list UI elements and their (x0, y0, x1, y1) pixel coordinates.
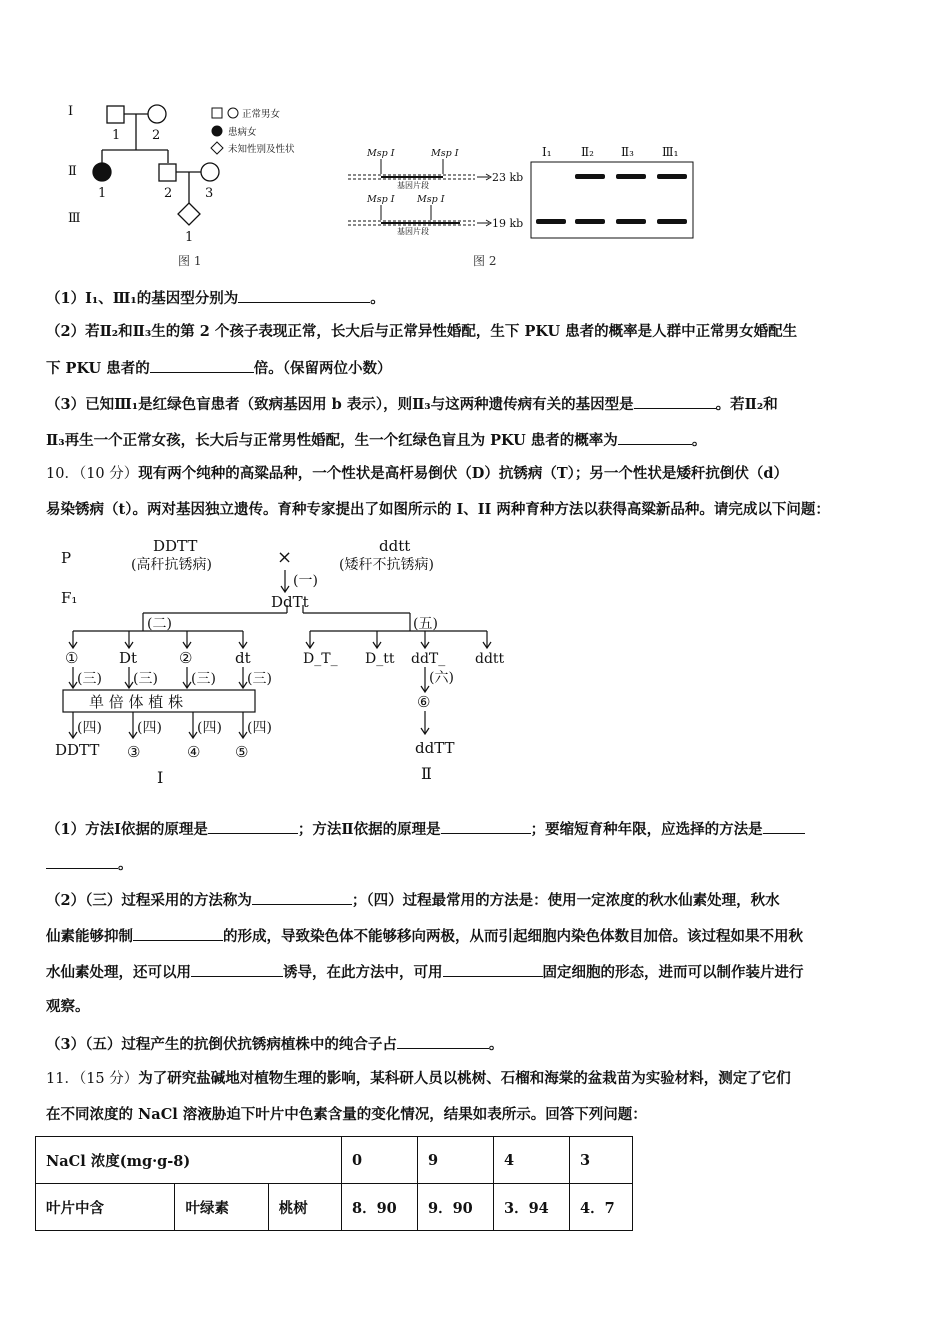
legend-filled-circle (212, 126, 222, 136)
table-header-cell: 4 (494, 1137, 570, 1184)
svg-text:Msp Ⅰ: Msp Ⅰ (431, 148, 459, 159)
svg-text:⑤: ⑤ (235, 743, 249, 761)
gel-box (531, 162, 693, 238)
svg-text:Msp Ⅰ: Msp Ⅰ (417, 194, 445, 205)
pigment-table (35, 1136, 633, 1231)
table-cell: 9．90 (418, 1184, 494, 1231)
q10-part2-line3: 水仙素处理，还可以用 诱导，在此方法中，可用 固定细胞的形态，进而可以制作装片进行 (46, 961, 910, 983)
svg-text:(四): (四) (77, 720, 102, 736)
method-I-label: I (157, 768, 164, 787)
table-header-cell: 3 (570, 1137, 633, 1184)
q10-part3: （3）（五）过程产生的抗倒伏抗锈病植株中的纯合子占 。 (46, 1033, 910, 1055)
q9-part3-line2: Ⅱ₃再生一个正常女孩，长大后与正常男性婚配，生一个红绿色盲且为 PKU 患者的概率为 。 (46, 429, 910, 451)
svg-text:DDTT: DDTT (153, 537, 198, 555)
svg-text:D_tt: D_tt (365, 651, 395, 667)
figure-2-caption: 图 2 (473, 254, 497, 268)
II1-affected-female (93, 163, 111, 181)
table-row (36, 1184, 633, 1231)
svg-text:(三): (三) (133, 671, 158, 687)
band-III1-23kb (657, 174, 687, 179)
table-cell: 8．90 (342, 1184, 418, 1231)
svg-text:(五): (五) (413, 616, 438, 632)
answer-blank[interactable] (618, 429, 692, 445)
q9-part3-line1: （3）已知Ⅲ₁是红绿色盲患者（致病基因用 b 表示），则Ⅱ₃与这两种遗传病有关的基因型是 。若Ⅱ₂和 (46, 393, 910, 415)
svg-text:⑥: ⑥ (417, 693, 431, 711)
svg-text:①: ① (65, 649, 79, 667)
label-P: P (61, 549, 72, 567)
q10-part1-line1: （1）方法Ⅰ依据的原理是 ；方法Ⅱ依据的原理是 ；要缩短育种年限，应选择的方法是 (46, 818, 910, 840)
svg-text:1: 1 (185, 230, 194, 245)
table-header-cell: 0 (342, 1137, 418, 1184)
table-cell: 桃树 (268, 1184, 341, 1231)
svg-text:(四): (四) (247, 720, 272, 736)
svg-text:(高秆抗锈病): (高秆抗锈病) (131, 557, 212, 573)
label-F1: F₁ (61, 589, 78, 607)
svg-text:③: ③ (127, 743, 141, 761)
svg-text:1: 1 (112, 128, 121, 143)
breeding-diagram (55, 535, 525, 790)
band-II3-23kb (616, 174, 646, 179)
answer-blank[interactable] (133, 925, 223, 941)
table-row (36, 1137, 633, 1184)
svg-text:②: ② (179, 649, 193, 667)
label-23kb: 23 kb (492, 171, 524, 184)
q9-part2-line2: 下 PKU 患者的 倍。（保留两位小数） (46, 357, 910, 379)
q10-part1-line2: 。 (46, 853, 910, 875)
legend-circle (228, 108, 238, 118)
svg-text:Dt: Dt (119, 649, 138, 667)
svg-text:DdTt: DdTt (271, 593, 309, 611)
I2-normal-female (148, 105, 166, 123)
svg-text:D_T_: D_T_ (303, 651, 338, 667)
q10-stem-line1: 10．（10 分）现有两个纯种的高粱品种，一个性状是高杆易倒伏（D）抗锈病（T）；另一个性状是矮秆抗倒伏（d） (46, 465, 789, 482)
svg-text:未知性别及性状: 未知性别及性状 (228, 144, 295, 155)
table-cell: 4．7 (570, 1184, 633, 1231)
pedigree-figure (60, 95, 350, 275)
figure-1-caption: 图 1 (178, 254, 202, 268)
svg-text:(二): (二) (147, 616, 172, 632)
svg-text:2: 2 (164, 186, 173, 201)
svg-text:ddtt: ddtt (475, 651, 505, 667)
svg-text:3: 3 (205, 186, 214, 201)
table-cell: 3．94 (494, 1184, 570, 1231)
answer-blank[interactable] (208, 818, 298, 834)
II3-normal-female (201, 163, 219, 181)
svg-text:(一): (一) (293, 573, 318, 589)
svg-text:正常男女: 正常男女 (242, 109, 281, 120)
band-II2-23kb (575, 174, 605, 179)
band-II2-19kb (575, 219, 605, 224)
q11-stem-line2: 在不同浓度的 NaCl 溶液胁迫下叶片中色素含量的变化情况，结果如表所示。回答下列问题： (46, 1106, 647, 1123)
lane-label-III1: Ⅲ₁ (662, 145, 679, 159)
svg-text:1: 1 (98, 186, 107, 201)
q9-part2-line1: （2）若Ⅱ₂和Ⅱ₃生的第 2 个孩子表现正常，长大后与正常异性婚配，生下 PKU 患者的概率是人群中正常男女婚配生 (46, 323, 798, 340)
svg-text:DDTT: DDTT (55, 741, 100, 759)
table-cell: 叶片中含 (36, 1184, 175, 1231)
q10-part2-line1: （2）（三）过程采用的方法称为 ；（四）过程最常用的方法是：使用一定浓度的秋水仙素处理，秋水 (46, 889, 910, 911)
lane-label-II2: Ⅱ₂ (581, 145, 594, 159)
q10-part2-line2: 仙素能够抑制 的形成，导致染色体不能够移向两极，从而引起细胞内染色体数目加倍。该过程如果不用秋 (46, 925, 910, 947)
table-header-cell: NaCl 浓度(mg·g-8) (36, 1137, 342, 1184)
svg-text:×: × (277, 547, 293, 568)
svg-text:(六): (六) (429, 670, 454, 686)
band-III1-19kb (657, 219, 687, 224)
svg-text:ddT_: ddT_ (411, 651, 446, 667)
svg-text:ddTT: ddTT (415, 739, 455, 757)
answer-blank[interactable] (252, 889, 352, 905)
svg-text:基因片段: 基因片段 (397, 181, 429, 190)
answer-blank[interactable] (46, 853, 118, 869)
table-header-cell: 9 (418, 1137, 494, 1184)
answer-blank[interactable] (238, 287, 370, 303)
svg-text:(三): (三) (247, 671, 272, 687)
band-II3-19kb (616, 219, 646, 224)
answer-blank[interactable] (443, 961, 543, 977)
method-II-label: Ⅱ (421, 764, 432, 783)
svg-text:(三): (三) (191, 671, 216, 687)
generation-label-3: Ⅲ (68, 211, 81, 226)
answer-blank[interactable] (441, 818, 531, 834)
svg-text:(矮秆不抗锈病): (矮秆不抗锈病) (339, 557, 434, 573)
lane-label-I1: Ⅰ₁ (542, 145, 552, 159)
svg-text:④: ④ (187, 743, 201, 761)
table-cell: 叶绿素 (175, 1184, 268, 1231)
svg-text:(四): (四) (137, 720, 162, 736)
svg-text:Msp Ⅰ: Msp Ⅰ (367, 148, 395, 159)
svg-text:(四): (四) (197, 720, 222, 736)
q11-stem-line1: 11．（15 分）为了研究盐碱地对植物生理的影响，某科研人员以桃树、石榴和海棠的盆栽苗为实验材料，测定了它们 (46, 1070, 791, 1087)
lane-label-II3: Ⅱ₃ (621, 145, 634, 159)
gel-figure (345, 140, 700, 275)
answer-blank[interactable] (150, 357, 254, 373)
I1-normal-male (107, 106, 124, 123)
III1-unknown-diamond (178, 203, 200, 225)
q10-part2-line4: 观察。 (46, 998, 90, 1015)
II2-normal-male (159, 164, 176, 181)
svg-text:2: 2 (152, 128, 161, 143)
svg-text:基因片段: 基因片段 (397, 227, 429, 236)
svg-text:dt: dt (235, 649, 251, 667)
answer-blank[interactable] (397, 1033, 489, 1049)
answer-blank[interactable] (634, 393, 716, 409)
band-I1-19kb (536, 219, 566, 224)
q9-part1: （1）I₁、Ⅲ₁的基因型分别为 。 (46, 287, 910, 309)
svg-text:ddtt: ddtt (379, 537, 411, 555)
svg-text:患病女: 患病女 (228, 127, 257, 138)
answer-blank[interactable] (191, 961, 283, 977)
q10-stem-line2: 易染锈病（t）。两对基因独立遗传。育种专家提出了如图所示的 I、II 两种育种方法以获得高粱新品种。请完成以下问题： (46, 501, 830, 518)
label-19kb: 19 kb (492, 217, 524, 230)
svg-text:(三): (三) (77, 671, 102, 687)
generation-label-2: Ⅱ (68, 164, 77, 179)
legend-square (212, 108, 222, 118)
svg-text:单 倍 体 植 株: 单 倍 体 植 株 (89, 693, 184, 711)
legend-diamond (211, 142, 223, 154)
svg-text:Msp Ⅰ: Msp Ⅰ (367, 194, 395, 205)
answer-blank[interactable] (763, 818, 805, 834)
generation-label-1: Ⅰ (68, 104, 74, 119)
